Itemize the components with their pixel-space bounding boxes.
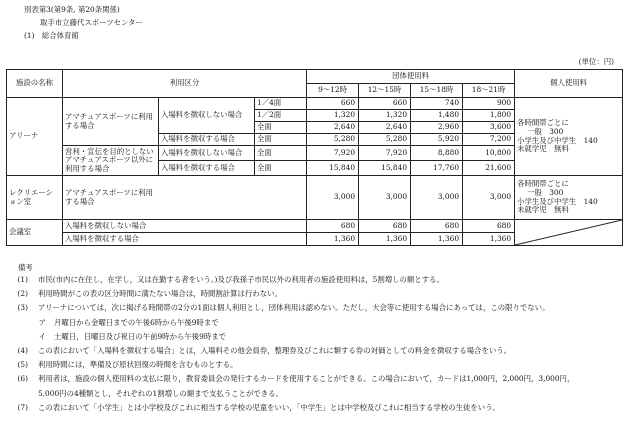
note-item bbox=[6, 361, 622, 375]
fee-table bbox=[6, 69, 623, 246]
header-slot: 15〜18時 bbox=[411, 84, 463, 98]
header-slot: 18〜21時 bbox=[463, 84, 515, 98]
header-facility: 施設の名称 bbox=[7, 70, 63, 98]
note-item bbox=[6, 390, 622, 404]
header-slot: 12〜15時 bbox=[359, 84, 411, 98]
note-item bbox=[6, 375, 622, 389]
individual-fee-line: 一般 300 bbox=[527, 187, 564, 197]
fee-cell: 2,640 bbox=[307, 122, 359, 134]
fee-cell: 5,920 bbox=[411, 134, 463, 146]
hours-cell: 全面 bbox=[255, 134, 307, 146]
note-text: 月曜日から金曜日までの午後6時から午後9時まで bbox=[54, 317, 219, 327]
fee-cell: 1,360 bbox=[307, 233, 359, 246]
header-slot: 9〜12時 bbox=[307, 84, 359, 98]
fee-cell: 740 bbox=[411, 98, 463, 110]
note-text: この表において「小学生」とは小学校及びこれに相当する学校の児童をいい，「中学生」とは中学校及びこれに相当する学校の生徒をいう。 bbox=[38, 402, 500, 412]
usage-no-fee: 入場料を徴収しない場合 bbox=[159, 98, 255, 134]
fee-cell: 5,280 bbox=[359, 134, 411, 146]
fee-cell: 8,880 bbox=[411, 146, 463, 161]
fee-cell: 7,920 bbox=[307, 146, 359, 161]
note-text: 5,000円の4種類とし，それぞれの1割増しの額まで支払うことができる。 bbox=[38, 388, 283, 398]
header-individual-fee: 個人使用料 bbox=[515, 70, 623, 98]
fee-cell: 21,600 bbox=[463, 161, 515, 176]
fee-cell: 1,480 bbox=[411, 110, 463, 122]
note-text: 利用時間がこの表の区分時間に満たない場合は，時間割計算は行わない。 bbox=[38, 289, 282, 299]
header-group-fee: 団体使用料 bbox=[307, 70, 515, 84]
individual-fee-line: 各時間帯ごとに bbox=[517, 179, 569, 189]
facility-meeting: 会議室 bbox=[7, 220, 63, 246]
note-text: 利用者は，施設の個人使用料の支払に限り，教育委員会の発行するカードを使用することができる。この場合において，カードは1,000円，2,000円，3,000円， bbox=[38, 374, 575, 384]
note-number: (3) bbox=[17, 303, 28, 313]
note-item bbox=[6, 276, 622, 290]
note-text: 利用時間には，準備及び原状回復の時間を含むものとする。 bbox=[38, 360, 238, 370]
note-number: (2) bbox=[17, 289, 28, 299]
individual-fee-line: 各時間帯ごとに bbox=[517, 118, 569, 128]
fee-cell: 680 bbox=[307, 220, 359, 233]
hours-cell: 全面 bbox=[255, 161, 307, 176]
usage-recreation: アマチュアスポーツに利用する場合 bbox=[63, 176, 307, 220]
fee-cell: 1,360 bbox=[359, 233, 411, 246]
fee-cell: 3,000 bbox=[463, 176, 515, 220]
note-item bbox=[6, 319, 622, 333]
fee-cell: 680 bbox=[411, 220, 463, 233]
usage-meeting-no-fee: 入場料を徴収しない場合 bbox=[63, 220, 307, 233]
fee-cell: 1,360 bbox=[463, 233, 515, 246]
hours-cell: 1／2面 bbox=[255, 110, 307, 122]
fee-cell: 1,320 bbox=[307, 110, 359, 122]
table-row bbox=[7, 220, 623, 233]
note-text: 市民(市内に在住し，在学し，又は在勤する者をいう。)及び我孫子市民以外の利用者の施設使用料は，5割増しの額とする。 bbox=[38, 275, 444, 284]
empty-diagonal-cell bbox=[515, 220, 623, 246]
note-item bbox=[6, 290, 622, 304]
note-item bbox=[6, 347, 622, 361]
note-number: イ bbox=[38, 331, 46, 341]
fee-cell: 1,360 bbox=[411, 233, 463, 246]
notes-section bbox=[6, 264, 622, 418]
note-number: (6) bbox=[17, 374, 28, 384]
note-number: ア bbox=[38, 317, 46, 327]
usage-fee: 入場料を徴収する場合 bbox=[159, 161, 255, 176]
hours-cell: 1／4面 bbox=[255, 98, 307, 110]
fee-cell: 10,800 bbox=[463, 146, 515, 161]
note-number: (1) bbox=[17, 275, 28, 284]
usage-meeting-fee: 入場料を徴収する場合 bbox=[63, 233, 307, 246]
note-number: (7) bbox=[17, 402, 28, 412]
unit-label: (単位：円) bbox=[578, 57, 614, 66]
fee-cell: 680 bbox=[463, 220, 515, 233]
fee-cell: 3,600 bbox=[463, 122, 515, 134]
individual-fee-line: 小学生及び中学生 140 bbox=[517, 196, 598, 206]
fee-cell: 1,320 bbox=[359, 110, 411, 122]
table-row bbox=[7, 98, 623, 110]
fee-cell: 15,840 bbox=[359, 161, 411, 176]
usage-commercial: 営利・宣伝を目的としないアマチュアスポーツ以外に利用する場合 bbox=[63, 146, 159, 176]
facility-title: 取手市立藤代スポーツセンター bbox=[40, 18, 143, 27]
note-item bbox=[6, 304, 622, 318]
usage-amateur: アマチュアスポーツに利用する場合 bbox=[63, 98, 159, 146]
note-text: 土曜日，日曜日及び祝日の午前9時から午後9時まで bbox=[54, 331, 227, 341]
fee-cell: 3,000 bbox=[307, 176, 359, 220]
table-row bbox=[7, 176, 623, 220]
hours-cell: 全面 bbox=[255, 122, 307, 134]
fee-cell: 15,840 bbox=[307, 161, 359, 176]
facility-arena: アリーナ bbox=[7, 98, 63, 176]
fee-cell: 900 bbox=[463, 98, 515, 110]
fee-cell: 2,960 bbox=[411, 122, 463, 134]
individual-fee-line: 一般 300 bbox=[527, 126, 564, 136]
note-number: (5) bbox=[17, 360, 28, 370]
header-usage: 利用区分 bbox=[63, 70, 307, 98]
individual-fee-recreation bbox=[515, 176, 623, 220]
notes-list bbox=[6, 276, 622, 418]
section-title: (1) 総合体育館 bbox=[24, 31, 79, 40]
individual-fee-line: 未就学児 無料 bbox=[517, 144, 569, 154]
note-item bbox=[6, 404, 622, 418]
fee-cell: 2,640 bbox=[359, 122, 411, 134]
note-text: アリーナについては，次に掲げる時間帯の2分の1面は個人利用とし，団体利用は認めない。ただし，大会等に使用する場合にあっては，この限りでない。 bbox=[38, 303, 550, 313]
usage-fee: 入場料を徴収する場合 bbox=[159, 134, 255, 146]
fee-cell: 17,760 bbox=[411, 161, 463, 176]
fee-cell: 7,200 bbox=[463, 134, 515, 146]
note-text: この表において「入場料を徴収する場合」とは，入場料その他会員券，整理券及びこれに類する券の対価としての料金を徴収する場合をいう。 bbox=[38, 345, 512, 355]
fee-cell: 680 bbox=[359, 220, 411, 233]
diagonal-line bbox=[515, 220, 622, 245]
individual-fee-line: 未就学児 無料 bbox=[517, 205, 569, 215]
individual-fee-line: 小学生及び中学生 140 bbox=[517, 135, 598, 145]
hours-cell: 全面 bbox=[255, 146, 307, 161]
appendix-title: 別表第3(第9条, 第20条関係) bbox=[24, 5, 120, 14]
individual-fee-arena bbox=[515, 98, 623, 176]
note-number: (4) bbox=[17, 345, 28, 355]
facility-recreation: レクリエーション室 bbox=[7, 176, 63, 220]
fee-cell: 7,920 bbox=[359, 146, 411, 161]
fee-cell: 3,000 bbox=[359, 176, 411, 220]
fee-cell: 660 bbox=[359, 98, 411, 110]
fee-cell: 5,280 bbox=[307, 134, 359, 146]
note-item bbox=[6, 333, 622, 347]
fee-cell: 3,000 bbox=[411, 176, 463, 220]
usage-no-fee: 入場料を徴収しない場合 bbox=[159, 146, 255, 161]
fee-cell: 660 bbox=[307, 98, 359, 110]
fee-cell: 1,800 bbox=[463, 110, 515, 122]
notes-title: 備考 bbox=[18, 263, 33, 272]
